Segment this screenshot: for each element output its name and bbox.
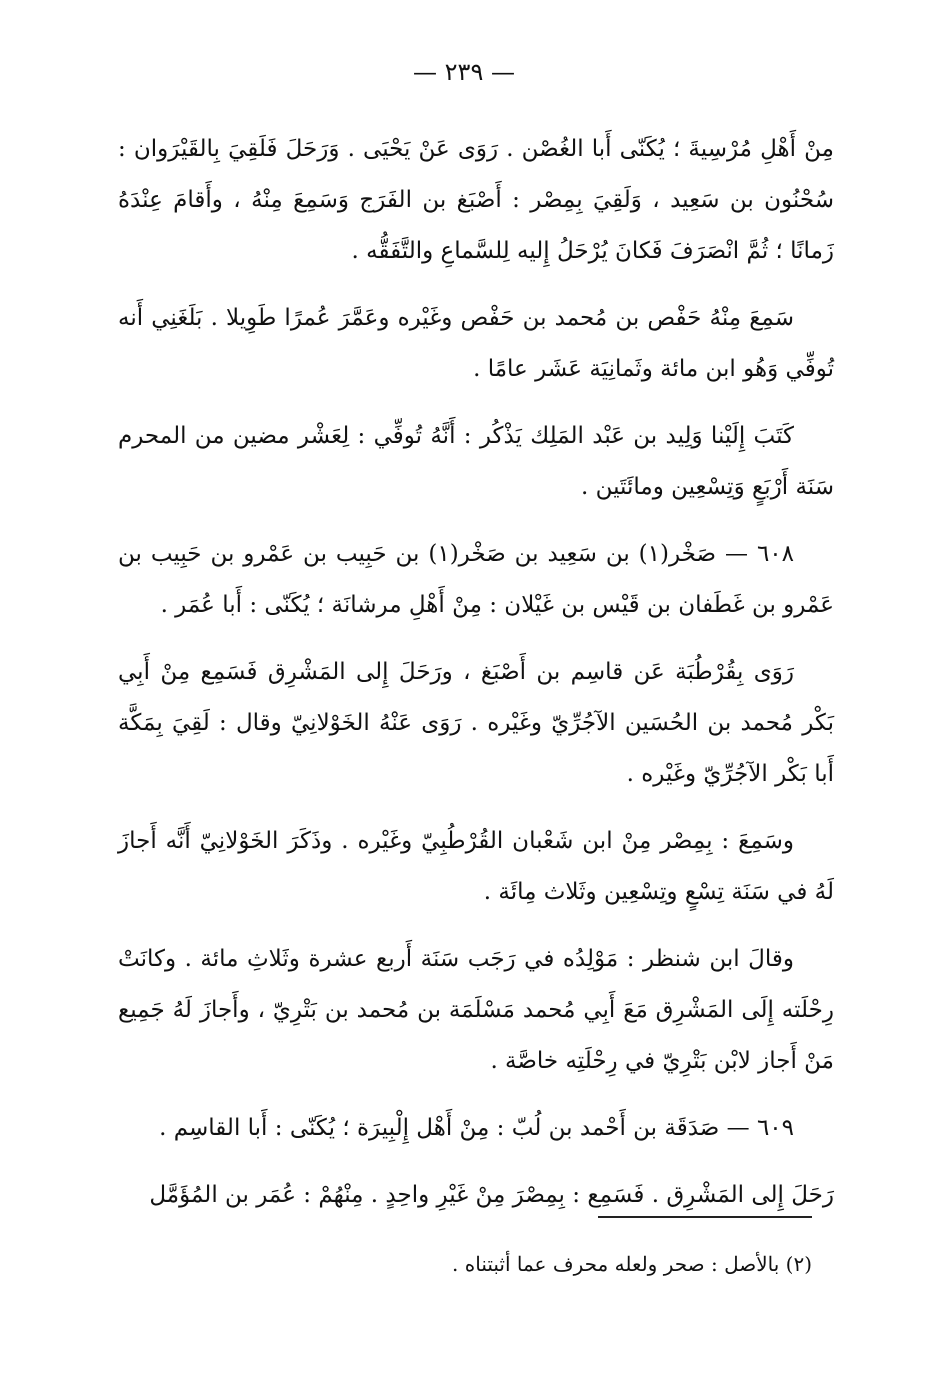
footnote: (٢) بالأصل : صحر ولعله محرف عما أثبتناه . xyxy=(452,1252,812,1276)
entry-608: ٦٠٨ — صَخْر(١) بن سَعِيد بن صَخْر(١) بن حَبِيب بن عَمْرو بن حَبِيب بن عَمْرو بن غَطَفان بن قَيْس بن غَيْلان : مِنْ أَهْلِ مرشانَة ؛ يُكَنّى : أَبا عُمَر . xyxy=(118,541,834,618)
paragraph-2: سَمِعَ مِنْهُ حَفْص بن مُحمد بن حَفْص وغَيْره وعَمَّرَ عُمرًا طَوِيلا . بَلَغَنِي أَنه تُوفِّي وَهُو ابن مائة وثَمانِيَة عَشَر عامًا . xyxy=(118,305,834,382)
paragraph-9: رَحَلَ إِلى المَشْرِق . فَسَمِع : بِمِصْرَ مِنْ غَيْرِ واحِدٍ . مِنْهُمْ : عُمَر بن المُؤَمَّل xyxy=(149,1182,834,1208)
paragraph-3: كَتَبَ إِلَيْنا وَلِيد بن عَبْد المَلِك يَذْكُر : أَنَّهُ تُوفِّي : لِعَشْر مضين من المحرم سَنَة أَرْبَعٍ وَتِسْعِين ومائَتَين . xyxy=(118,423,834,500)
paragraph-7: وقالَ ابن شنظر : مَوْلِدُه في رَجَب سَنَة أَربع عشرة وثَلاثِ مائة . وكانَتْ رِحْلَته إِلَى المَشْرِق مَعَ أَبِي مُحمد مَسْلَمَة بن مُحمد بن بَتْرِيّ ، وأَجازَ لَهُ جَمِيع مَنْ أَجاز لابْن بَتْرِيّ في رِحْلَتِه خاصَّة . xyxy=(118,946,834,1074)
page-body xyxy=(118,124,834,1237)
page-number: — ٢٣٩ — xyxy=(413,58,515,86)
entry-609: ٦٠٩ — صَدَقَة بن أَحْمد بن لُبّ : مِنْ أَهْل إِلْبِيرَة ؛ يُكَنّى : أَبا القاسِم . xyxy=(159,1115,794,1141)
paragraph-6: وسَمِعَ : بِمِصْر مِنْ ابن شَعْبان القُرْطُبِيّ وغَيْره . وذَكَرَ الخَوْلانِيّ أَنَّه أَجازَ لَهُ في سَنَة تِسْعٍ وتِسْعِين وثَلاث مِائَة . xyxy=(118,828,834,905)
footnote-divider xyxy=(598,1216,812,1218)
paragraph-1: مِنْ أَهْلِ مُرْسِيةَ ؛ يُكَنّى أَبا الغُصْن . رَوَى عَنْ يَحْيَى . وَرَحَلَ فَلَقِيَ بِالقَيْرَوان : سُحْنُون بن سَعِيد ، وَلَقِيَ بِمِصْر : أَصْبَغ بن الفَرَج وَسَمِعَ مِنْهُ ، وأَقامَ عِنْدَهُ زَمانًا ؛ ثُمَّ انْصَرَفَ فَكانَ يُرْحَلُ إِليه لِلسَّماعِ والتَّفَقُّه . xyxy=(118,136,834,264)
paragraph-5: رَوَى بِقُرْطُبَة عَن قاسِم بن أَصْبَغ ، ورَحَلَ إِلى المَشْرِق فَسَمِع مِنْ أَبِي بَكْر مُحمد بن الحُسَين الآجُرِّيّ وغَيْره . رَوَى عَنْهُ الخَوْلانِيّ وقال : لَقِيَ بِمَكَّة أَبا بَكْر الآجُرِّيّ وغَيْره . xyxy=(118,659,834,787)
